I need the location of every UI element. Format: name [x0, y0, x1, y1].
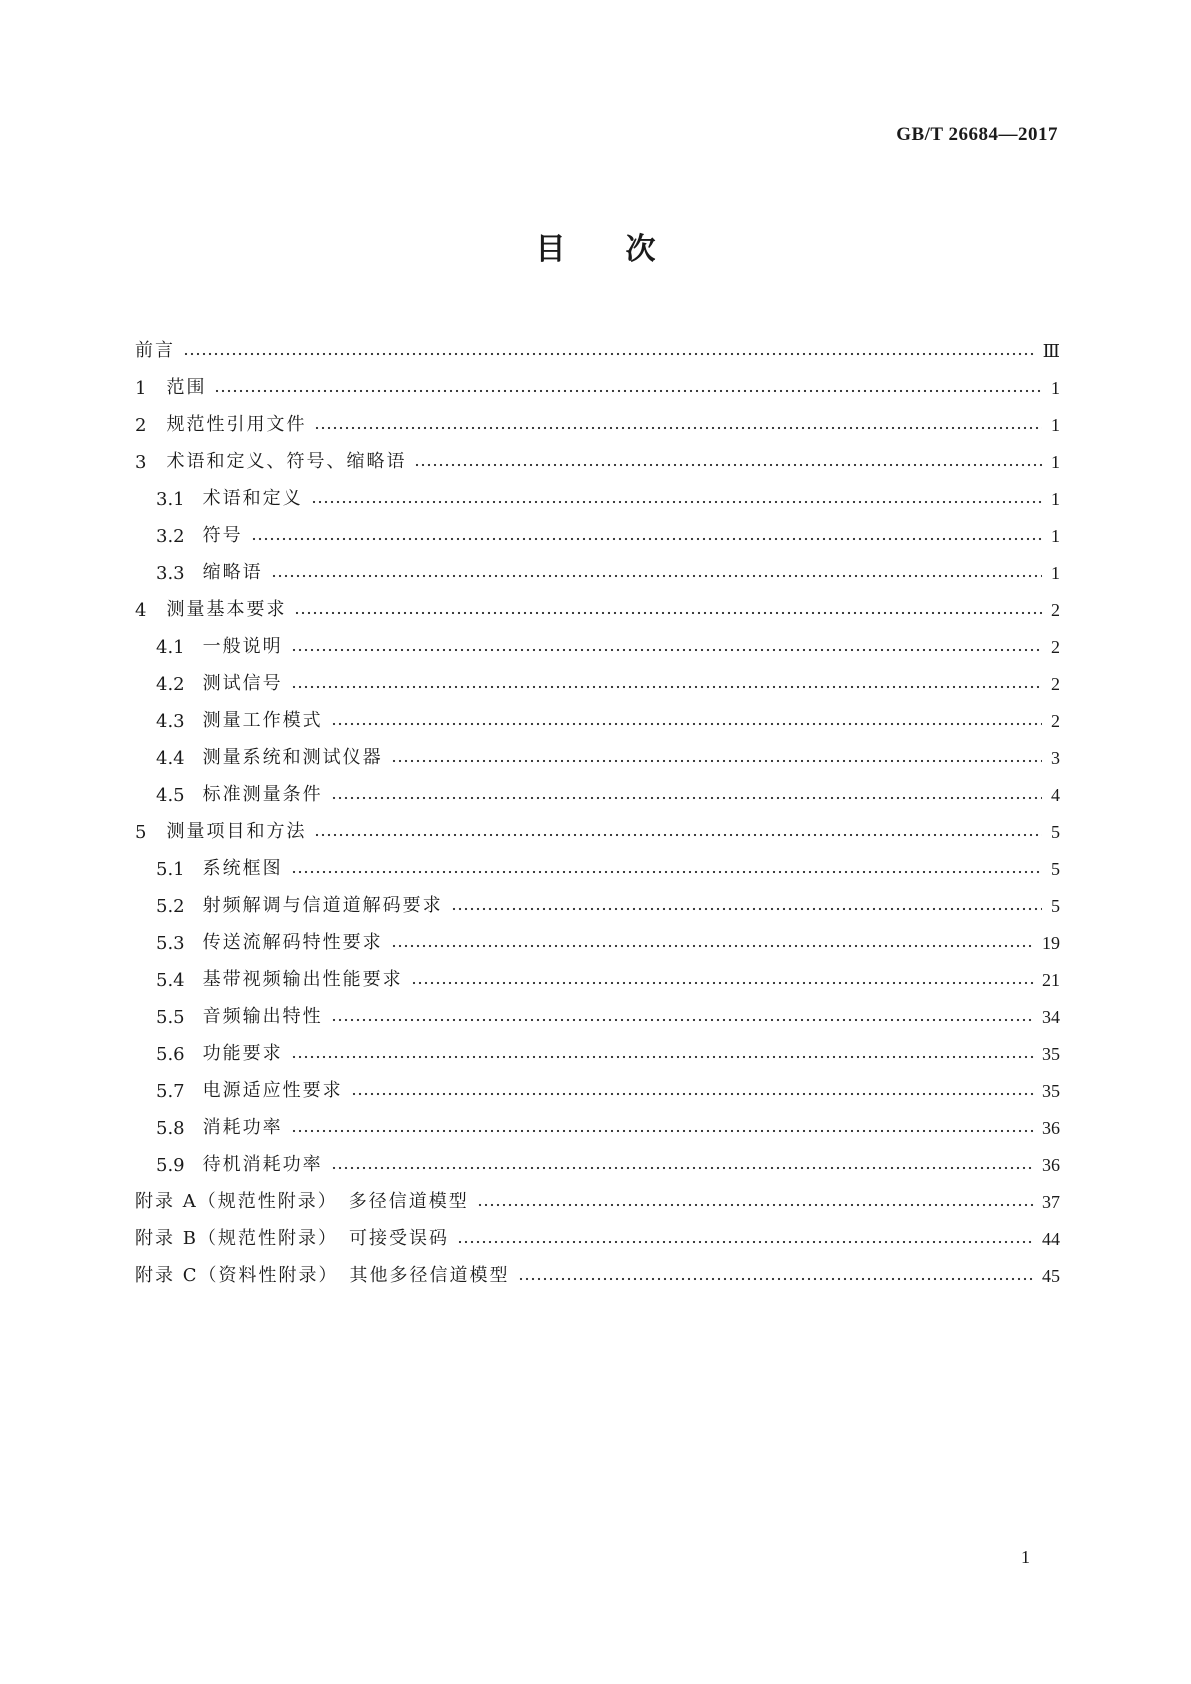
dot-leader [451, 894, 1042, 912]
toc-entry-label: 传送流解码特性要求 [202, 932, 383, 953]
toc-entry[interactable] [135, 1250, 1060, 1287]
toc-entry-number: 4.1 [156, 637, 185, 658]
toc-entry[interactable] [135, 917, 1060, 954]
toc-entry-page: 21 [1042, 970, 1060, 990]
toc-entry[interactable] [135, 1065, 1060, 1102]
toc-entry-label: 测量工作模式 [202, 710, 323, 731]
toc-entry-number: 4.5 [156, 785, 185, 806]
toc-entry[interactable] [135, 399, 1060, 436]
toc-entry-number: 3.1 [156, 489, 185, 510]
dot-leader [314, 820, 1042, 838]
toc-entry-number: 5 [135, 822, 147, 843]
toc-entry-label: 术语和定义、符号、缩略语 [166, 451, 407, 472]
dot-leader [314, 413, 1042, 431]
dot-leader [331, 783, 1042, 801]
toc-entry-page: 35 [1042, 1081, 1060, 1101]
toc-entry-number: 5.7 [156, 1081, 185, 1102]
toc-entry[interactable] [135, 1139, 1060, 1176]
toc-entry-page: 3 [1051, 748, 1060, 768]
toc-entry-number: 3.2 [156, 526, 185, 547]
toc-entry-label: 测量系统和测试仪器 [202, 747, 383, 768]
dot-leader [291, 1116, 1034, 1134]
dot-leader [411, 968, 1034, 986]
toc-entry[interactable] [135, 843, 1060, 880]
dot-leader [291, 1042, 1034, 1060]
toc-entry-number: 5.1 [156, 859, 185, 880]
toc-entry-label: 范围 [166, 377, 207, 398]
toc-entry-label: 测试信号 [202, 673, 283, 694]
toc-entry-page: 35 [1042, 1044, 1060, 1064]
toc-entry-label: 一般说明 [202, 636, 283, 657]
dot-leader [477, 1190, 1034, 1208]
toc-entry-page: 36 [1042, 1155, 1060, 1175]
toc-entry-page: 2 [1051, 674, 1060, 694]
toc-entry-label: 射频解调与信道道解码要求 [202, 895, 443, 916]
toc-entry-label: 标准测量条件 [202, 784, 323, 805]
toc-entry-number: 5.3 [156, 933, 185, 954]
toc-entry-page: 36 [1042, 1118, 1060, 1138]
toc-entry-label: 附录 A（规范性附录） 多径信道模型 [135, 1191, 469, 1212]
toc-entry-number: 2 [135, 415, 147, 436]
page-number: 1 [1021, 1547, 1030, 1567]
toc-entry[interactable] [135, 436, 1060, 473]
toc-entry[interactable] [135, 769, 1060, 806]
dot-leader [391, 746, 1042, 764]
toc-entry-label: 附录 C（资料性附录） 其他多径信道模型 [135, 1265, 510, 1286]
dot-leader [311, 487, 1042, 505]
toc-entry-number: 4 [135, 600, 147, 621]
standard-code: GB/T 26684—2017 [896, 124, 1058, 145]
toc-entry-label: 测量项目和方法 [166, 821, 307, 842]
toc-entry-page: 1 [1051, 452, 1060, 472]
toc-entry-page: 34 [1042, 1007, 1060, 1027]
toc-entry-number: 5.9 [156, 1155, 185, 1176]
toc-entry[interactable] [135, 658, 1060, 695]
toc-entry[interactable] [135, 510, 1060, 547]
toc-entry-page: 1 [1051, 563, 1060, 583]
toc-entry[interactable] [135, 1102, 1060, 1139]
toc-entry-number: 5.8 [156, 1118, 185, 1139]
toc-entry[interactable] [135, 621, 1060, 658]
dot-leader [271, 561, 1042, 579]
toc-entry-number: 1 [135, 378, 147, 399]
toc-entry-label: 基带视频输出性能要求 [202, 969, 403, 990]
toc-entry[interactable] [135, 325, 1060, 362]
toc-entry-page: 5 [1051, 859, 1060, 879]
toc-entry-label: 附录 B（规范性附录） 可接受误码 [135, 1228, 449, 1249]
toc-entry[interactable] [135, 732, 1060, 769]
toc-entry-label: 系统框图 [202, 858, 283, 879]
toc-entry-number: 4.4 [156, 748, 185, 769]
toc-entry-page: 1 [1051, 415, 1060, 435]
toc-entry-page: 1 [1051, 378, 1060, 398]
toc-entry[interactable] [135, 806, 1060, 843]
toc-entry[interactable] [135, 1028, 1060, 1065]
toc-entry-label: 待机消耗功率 [202, 1154, 323, 1175]
toc-entry[interactable] [135, 584, 1060, 621]
toc-entry[interactable] [135, 473, 1060, 510]
toc-entry-page: Ⅲ [1042, 341, 1060, 361]
toc-entry-page: 44 [1042, 1229, 1060, 1249]
dot-leader [331, 1153, 1034, 1171]
toc-entry-label: 电源适应性要求 [202, 1080, 343, 1101]
dot-leader [291, 672, 1042, 690]
toc-entry-page: 5 [1051, 822, 1060, 842]
toc-entry-page: 2 [1051, 600, 1060, 620]
toc-entry-label: 规范性引用文件 [166, 414, 307, 435]
dot-leader [294, 598, 1042, 616]
toc-entry-page: 2 [1051, 711, 1060, 731]
dot-leader [251, 524, 1042, 542]
toc-entry[interactable] [135, 362, 1060, 399]
toc-entry-label: 功能要求 [202, 1043, 283, 1064]
dot-leader [351, 1079, 1034, 1097]
toc-entry[interactable] [135, 1176, 1060, 1213]
toc-entry-page: 19 [1042, 933, 1060, 953]
toc-entry-label: 符号 [202, 525, 243, 546]
dot-leader [214, 376, 1042, 394]
toc-entry-label: 测量基本要求 [166, 599, 287, 620]
table-of-contents [135, 325, 1060, 1287]
dot-leader [518, 1264, 1035, 1282]
dot-leader [414, 450, 1042, 468]
dot-leader [457, 1227, 1034, 1245]
toc-entry-number: 5.2 [156, 896, 185, 917]
toc-entry-number: 5.4 [156, 970, 185, 991]
toc-entry-number: 5.6 [156, 1044, 185, 1065]
toc-entry[interactable] [135, 991, 1060, 1028]
toc-entry-number: 4.3 [156, 711, 185, 732]
dot-leader [331, 1005, 1034, 1023]
toc-entry[interactable] [135, 1213, 1060, 1250]
toc-entry[interactable] [135, 695, 1060, 732]
toc-entry-page: 45 [1042, 1266, 1060, 1286]
toc-entry-number: 4.2 [156, 674, 185, 695]
toc-entry[interactable] [135, 880, 1060, 917]
toc-entry-page: 37 [1042, 1192, 1060, 1212]
toc-entry-label: 音频输出特性 [202, 1006, 323, 1027]
toc-entry-page: 4 [1051, 785, 1060, 805]
dot-leader [291, 857, 1042, 875]
toc-entry-number: 3.3 [156, 563, 185, 584]
toc-entry-page: 5 [1051, 896, 1060, 916]
toc-entry-number: 5.5 [156, 1007, 185, 1028]
page-title: 目次 [535, 232, 716, 267]
toc-entry[interactable] [135, 954, 1060, 991]
toc-entry-number: 3 [135, 452, 147, 473]
dot-leader [331, 709, 1042, 727]
toc-entry-label: 前言 [135, 340, 175, 361]
toc-entry-page: 1 [1051, 489, 1060, 509]
toc-entry-label: 术语和定义 [202, 488, 303, 509]
dot-leader [291, 635, 1042, 653]
toc-entry-page: 1 [1051, 526, 1060, 546]
dot-leader [391, 931, 1034, 949]
dot-leader [183, 339, 1035, 357]
toc-entry[interactable] [135, 547, 1060, 584]
toc-entry-label: 缩略语 [202, 562, 263, 583]
toc-entry-page: 2 [1051, 637, 1060, 657]
toc-entry-label: 消耗功率 [202, 1117, 283, 1138]
